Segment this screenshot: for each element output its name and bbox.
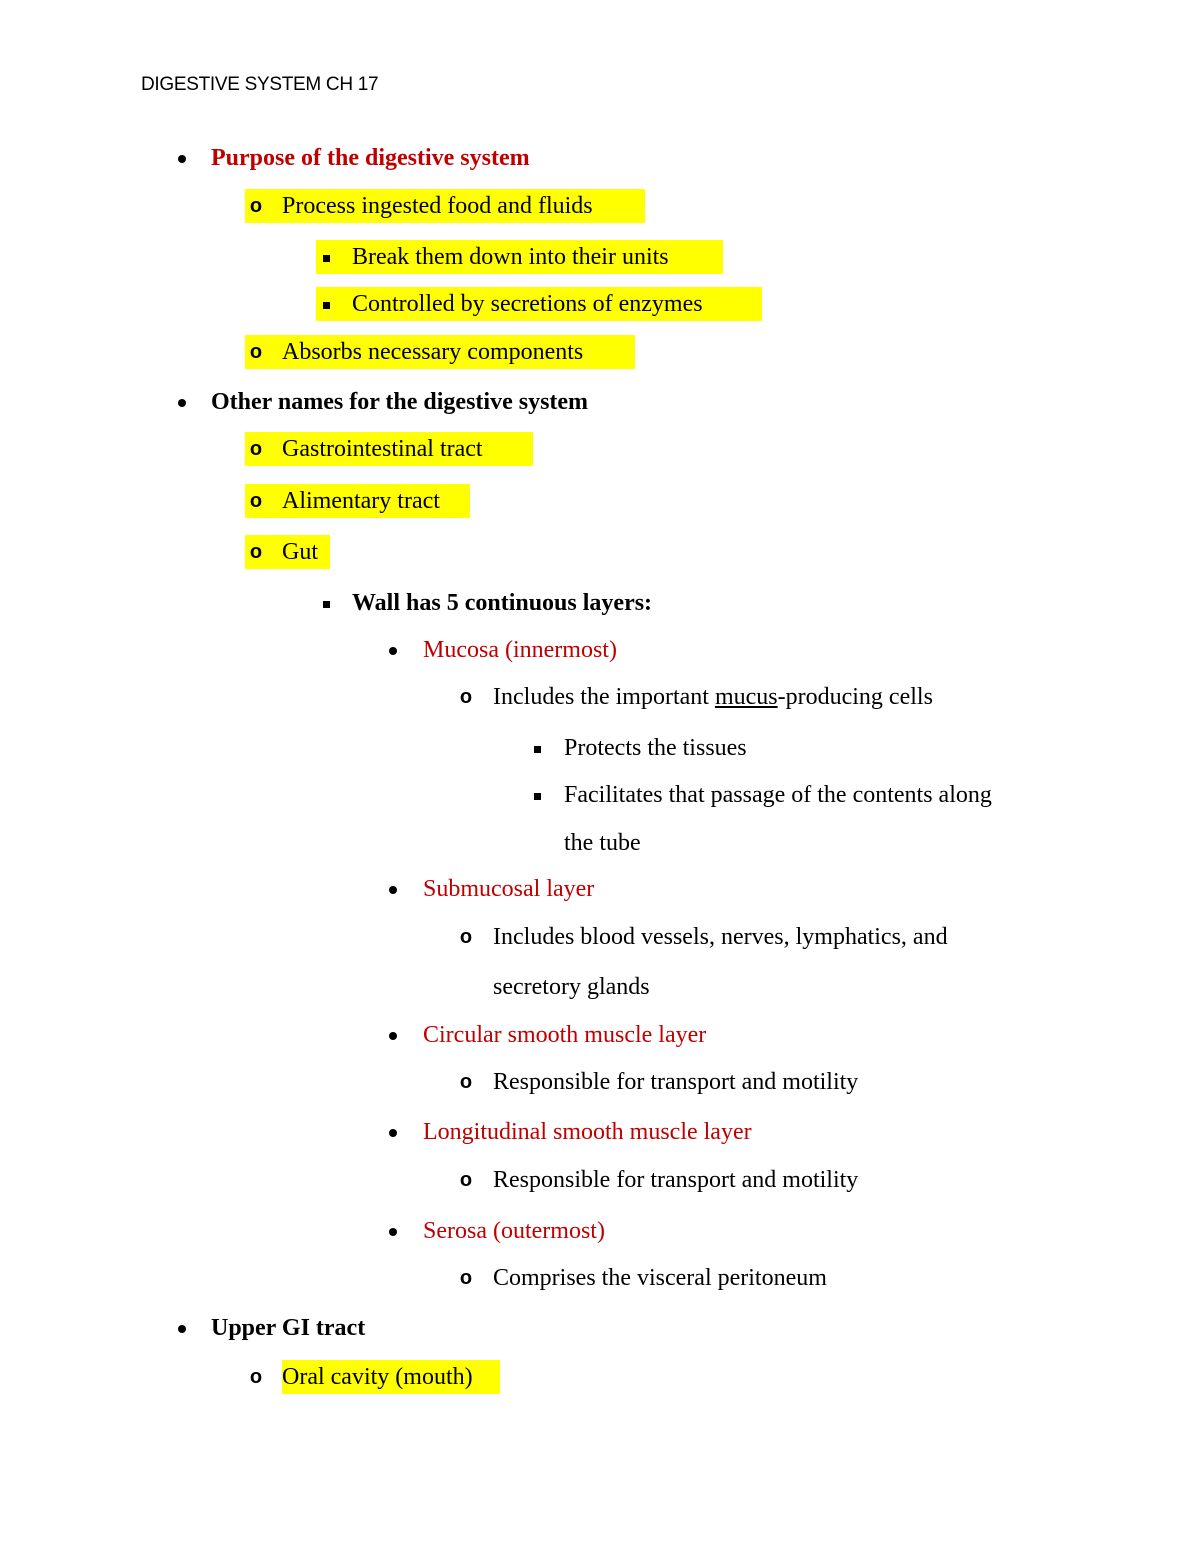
list-item-mucosa <box>0 633 1200 667</box>
item-text: Gut <box>282 539 318 565</box>
list-item-longitudinal <box>0 1115 1200 1149</box>
bullet-dot-icon <box>383 872 403 906</box>
item-text: Protects the tissues <box>564 735 747 761</box>
list-item-oral <box>0 1360 1200 1394</box>
item-text: Oral cavity (mouth) <box>282 1364 473 1390</box>
item-text: Alimentary tract <box>282 488 440 514</box>
bullet-o-icon: o <box>249 341 263 363</box>
square-bullet-icon <box>318 240 334 274</box>
list-item-submucosal-includes <box>0 920 1200 954</box>
list-item-other-names <box>0 385 1200 419</box>
bullet-o-icon: o <box>459 1169 473 1191</box>
list-item-circular-desc <box>0 1065 1200 1099</box>
item-text-part: -producing cells <box>777 684 933 710</box>
bullet-o-icon: o <box>459 1071 473 1093</box>
square-bullet-icon <box>529 778 545 812</box>
bullet-o-icon: o <box>249 1366 263 1388</box>
list-item-purpose <box>0 141 1200 175</box>
bullet-o-icon: o <box>249 490 263 512</box>
bullet-o-icon: o <box>249 541 263 563</box>
item-text: Wall has 5 continuous layers: <box>352 590 653 616</box>
item-text: Responsible for transport and motility <box>493 1069 859 1095</box>
item-text: Process ingested food and fluids <box>282 193 593 219</box>
bullet-o-icon: o <box>459 1267 473 1289</box>
bullet-dot-icon <box>383 1214 403 1248</box>
list-item-facilitates-cont <box>0 826 1200 860</box>
bullet-o-icon: o <box>459 686 473 708</box>
square-bullet-icon <box>318 586 334 620</box>
list-item-alimentary <box>0 484 1200 518</box>
list-item-wall <box>0 586 1200 620</box>
list-item-mucosa-includes <box>0 680 1200 714</box>
bullet-o-icon: o <box>249 438 263 460</box>
layer-heading: Mucosa (innermost) <box>423 637 617 663</box>
item-text: Responsible for transport and motility <box>493 1167 859 1193</box>
item-text: Break them down into their units <box>352 244 669 270</box>
item-text: Facilitates that passage of the contents along <box>564 782 992 808</box>
item-text <box>493 680 933 714</box>
bullet-dot-icon <box>172 385 192 419</box>
list-item-serosa-desc <box>0 1261 1200 1295</box>
list-item-submucosal <box>0 872 1200 906</box>
list-item-gut <box>0 535 1200 569</box>
bullet-dot-icon <box>383 1115 403 1149</box>
item-text: the tube <box>564 830 641 856</box>
item-text: Comprises the visceral peritoneum <box>493 1265 827 1291</box>
list-item-submucosal-includes-cont <box>0 970 1200 1004</box>
list-item-absorbs <box>0 335 1200 369</box>
document-header: DIGESTIVE SYSTEM CH 17 <box>141 74 379 95</box>
list-item-circular <box>0 1018 1200 1052</box>
bullet-dot-icon <box>172 141 192 175</box>
item-text: Absorbs necessary components <box>282 339 584 365</box>
layer-heading: Serosa (outermost) <box>423 1218 605 1244</box>
item-text: Controlled by secretions of enzymes <box>352 291 703 317</box>
bullet-o-icon: o <box>459 926 473 948</box>
item-text: Includes blood vessels, nerves, lymphatics, and <box>493 924 948 950</box>
list-item-protects <box>0 731 1200 765</box>
item-text-part: Includes the important <box>493 684 715 710</box>
list-item-process <box>0 189 1200 223</box>
layer-heading: Longitudinal smooth muscle layer <box>423 1119 752 1145</box>
list-item-controlled <box>0 287 1200 321</box>
section-heading-upper-gi: Upper GI tract <box>211 1315 366 1341</box>
section-heading-other-names: Other names for the digestive system <box>211 389 589 415</box>
bullet-dot-icon <box>383 1018 403 1052</box>
layer-heading: Submucosal layer <box>423 876 595 902</box>
item-text: Gastrointestinal tract <box>282 436 483 462</box>
bullet-dot-icon <box>172 1311 192 1345</box>
section-heading-purpose: Purpose of the digestive system <box>211 145 530 171</box>
square-bullet-icon <box>318 287 334 321</box>
bullet-dot-icon <box>383 633 403 667</box>
list-item-upper-gi <box>0 1311 1200 1345</box>
item-text: secretory glands <box>493 974 650 1000</box>
layer-heading: Circular smooth muscle layer <box>423 1022 707 1048</box>
list-item-break-down <box>0 240 1200 274</box>
list-item-facilitates <box>0 778 1200 812</box>
list-item-gi-tract <box>0 432 1200 466</box>
list-item-serosa <box>0 1214 1200 1248</box>
list-item-longitudinal-desc <box>0 1163 1200 1197</box>
square-bullet-icon <box>529 731 545 765</box>
bullet-o-icon: o <box>249 195 263 217</box>
item-text-underlined: mucus <box>714 684 778 710</box>
